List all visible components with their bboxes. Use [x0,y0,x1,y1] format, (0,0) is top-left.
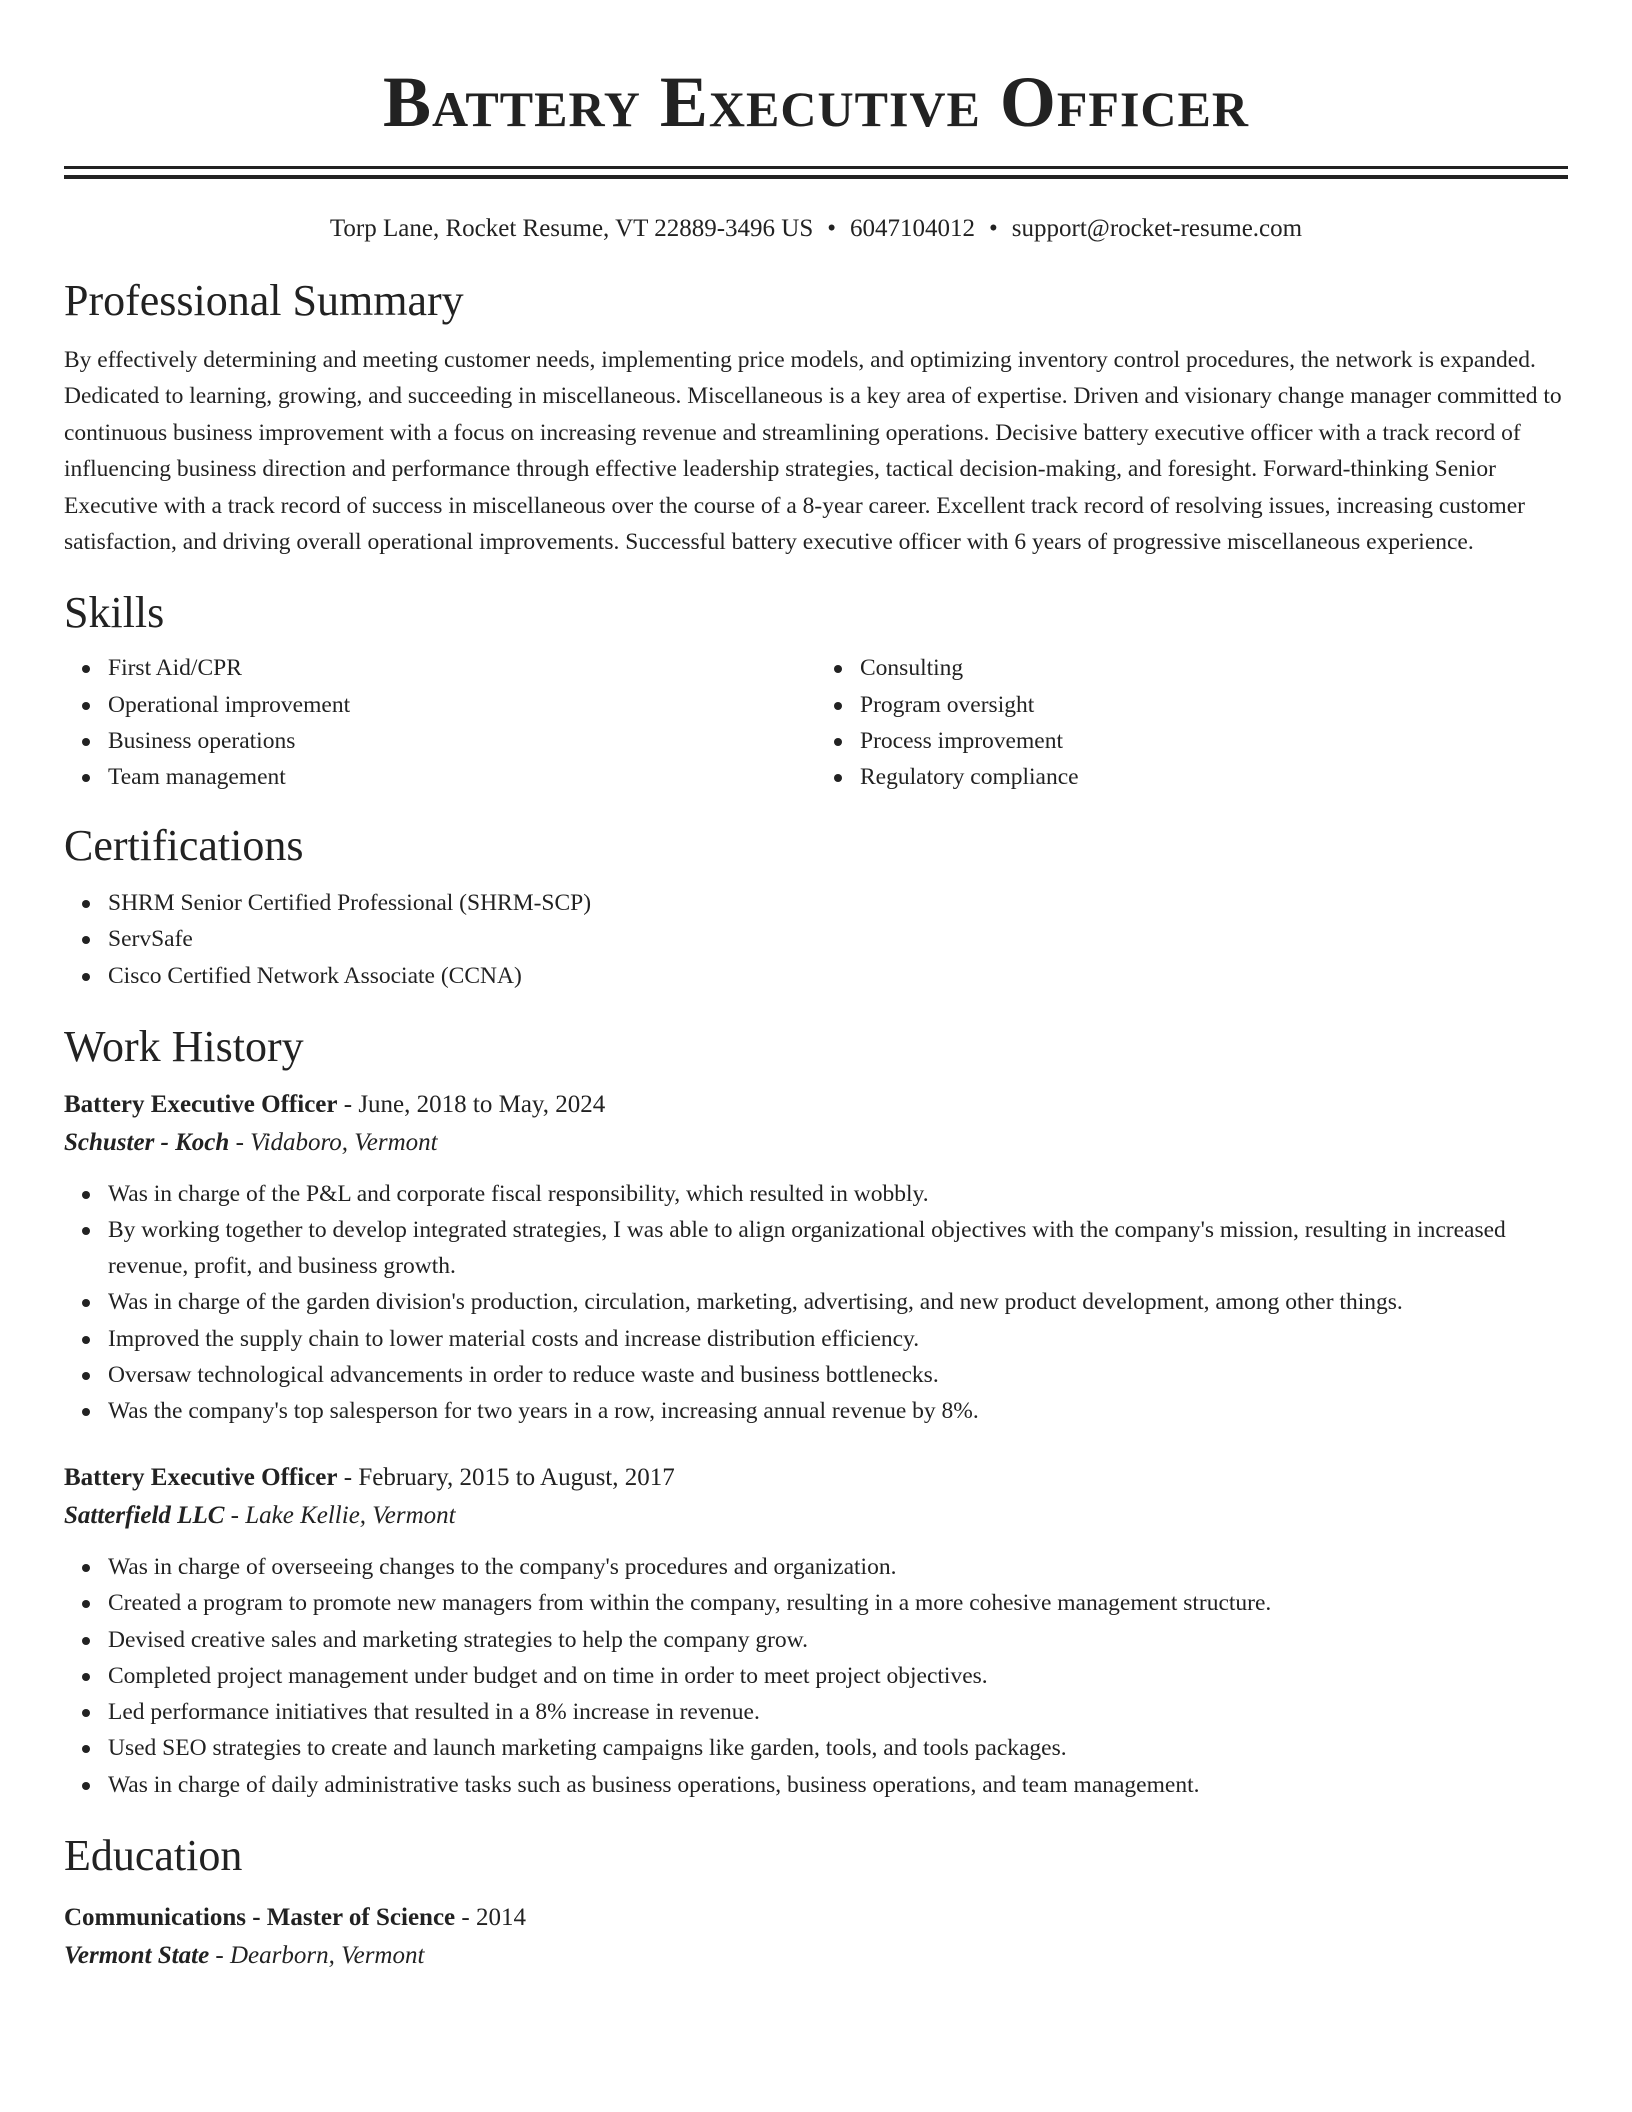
skills-column-left [64,650,816,795]
job-bullet: Led performance initiatives that resulted in a 8% increase in revenue. [108,1694,1568,1730]
contact-line [64,213,1568,245]
education-entry [64,1899,1568,1975]
employer-name: Satterfield LLC [64,1502,225,1530]
work-history-heading: Work History [64,1021,304,1071]
job-entry [64,1086,1568,1429]
job-title-line: Battery Executive Officer - February, 2015 to August, 2017 [64,1464,675,1492]
title-divider-bottom [64,175,1568,179]
skill-item: Operational improvement [108,687,816,723]
skills-list-right [816,650,1568,795]
skills-column-right [816,650,1568,795]
employer-location: Vidaboro, Vermont [250,1128,438,1156]
skill-item: Team management [108,759,816,795]
bullet-separator: • [827,215,837,242]
school-line: Vermont State - Dearborn, Vermont [64,1941,425,1969]
resume-title: Battery Executive Officer [382,62,1249,142]
bullet-separator: • [989,215,998,242]
employer-name: Schuster - Koch [64,1128,230,1156]
employer-line: Satterfield LLC - Lake Kellie, Vermont [64,1502,456,1530]
job-entry [64,1459,1568,1802]
title-divider-top [64,166,1568,169]
certifications-list [64,885,1568,994]
job-bullet: Was in charge of overseeing changes to the company's procedures and organization. [108,1549,1568,1585]
job-bullet: By working together to develop integrated strategies, I was able to align organizational objectives with the company's mission, resulting in increased revenue, profit, and business growth. [108,1212,1568,1284]
certification-item: SHRM Senior Certified Professional (SHRM-SCP) [108,885,1568,921]
school-location: Dearborn, Vermont [230,1941,425,1969]
job-bullet: Was in charge of daily administrative tasks such as business operations, business operations, and team management. [108,1767,1568,1803]
certification-item: Cisco Certified Network Associate (CCNA) [108,958,1568,994]
certifications-heading: Certifications [64,821,304,871]
contact-address: Torp Lane, Rocket Resume, VT 22889-3496 US [329,215,814,242]
summary-heading: Professional Summary [64,276,464,325]
job-bullet: Was in charge of the garden division's production, circulation, marketing, advertising, and new product development, among other things. [108,1284,1568,1320]
job-bullet: Devised creative sales and marketing strategies to help the company grow. [108,1622,1568,1658]
job-bullet: Was the company's top salesperson for two years in a row, increasing annual revenue by 8%. [108,1393,1568,1429]
skills-grid [64,650,1568,795]
job-bullet: Completed project management under budget and on time in order to meet project objectives. [108,1658,1568,1694]
employer-line: Schuster - Koch - Vidaboro, Vermont [64,1128,438,1156]
job-dates: February, 2015 to August, 2017 [358,1464,675,1492]
summary-text: By effectively determining and meeting customer needs, implementing price models, and optimizing inventory control procedures, the network is expanded. Dedicated to learning, growing, and succeeding in miscellaneous. Miscellaneous is a key area of expertise. Driven and visionary change manager committed to continuous business improvement with a focus on increasing revenue and streamlining operations. Decisive battery executive officer with a track record of influencing business direction and performance through effective leadership strategies, tactical decision-making, and foresight. Forward-thinking Senior Executive with a track record of success in miscellaneous over the course of a 8-year career. Excellent track record of resolving issues, increasing customer satisfaction, and driving overall operational improvements. Successful battery executive officer with 6 years of progressive miscellaneous experience. [64,347,1562,556]
contact-phone: 6047104012 [850,215,976,242]
employer-location: Lake Kellie, Vermont [245,1502,456,1530]
skill-item: Business operations [108,723,816,759]
job-bullet: Improved the supply chain to lower material costs and increase distribution efficiency. [108,1321,1568,1357]
skill-item: Program oversight [860,687,1568,723]
school-name: Vermont State [64,1941,210,1969]
job-dates: June, 2018 to May, 2024 [358,1090,606,1118]
skill-item: Consulting [860,650,1568,686]
job-bullet: Created a program to promote new managers from within the company, resulting in a more cohesive management structure. [108,1585,1568,1621]
job-bullets [64,1549,1568,1802]
skills-heading: Skills [64,588,165,638]
job-title: Battery Executive Officer [64,1464,338,1492]
job-bullets [64,1176,1568,1429]
education-heading: Education [64,1830,243,1880]
job-title-line: Battery Executive Officer - June, 2018 to May, 2024 [64,1090,606,1118]
degree-year: 2014 [475,1903,526,1931]
job-bullet: Was in charge of the P&L and corporate fiscal responsibility, which resulted in wobbly. [108,1176,1568,1212]
skill-item: First Aid/CPR [108,650,816,686]
certification-item: ServSafe [108,921,1568,957]
job-title: Battery Executive Officer [64,1090,338,1118]
skills-list-left [64,650,816,795]
job-bullet: Oversaw technological advancements in order to reduce waste and business bottlenecks. [108,1357,1568,1393]
job-bullet: Used SEO strategies to create and launch marketing campaigns like garden, tools, and tools packages. [108,1730,1568,1766]
skill-item: Regulatory compliance [860,759,1568,795]
degree-line: Communications - Master of Science - 2014 [64,1903,526,1931]
contact-email: support@rocket-resume.com [1011,215,1303,242]
skill-item: Process improvement [860,723,1568,759]
degree-name: Communications - Master of Science [64,1903,456,1931]
